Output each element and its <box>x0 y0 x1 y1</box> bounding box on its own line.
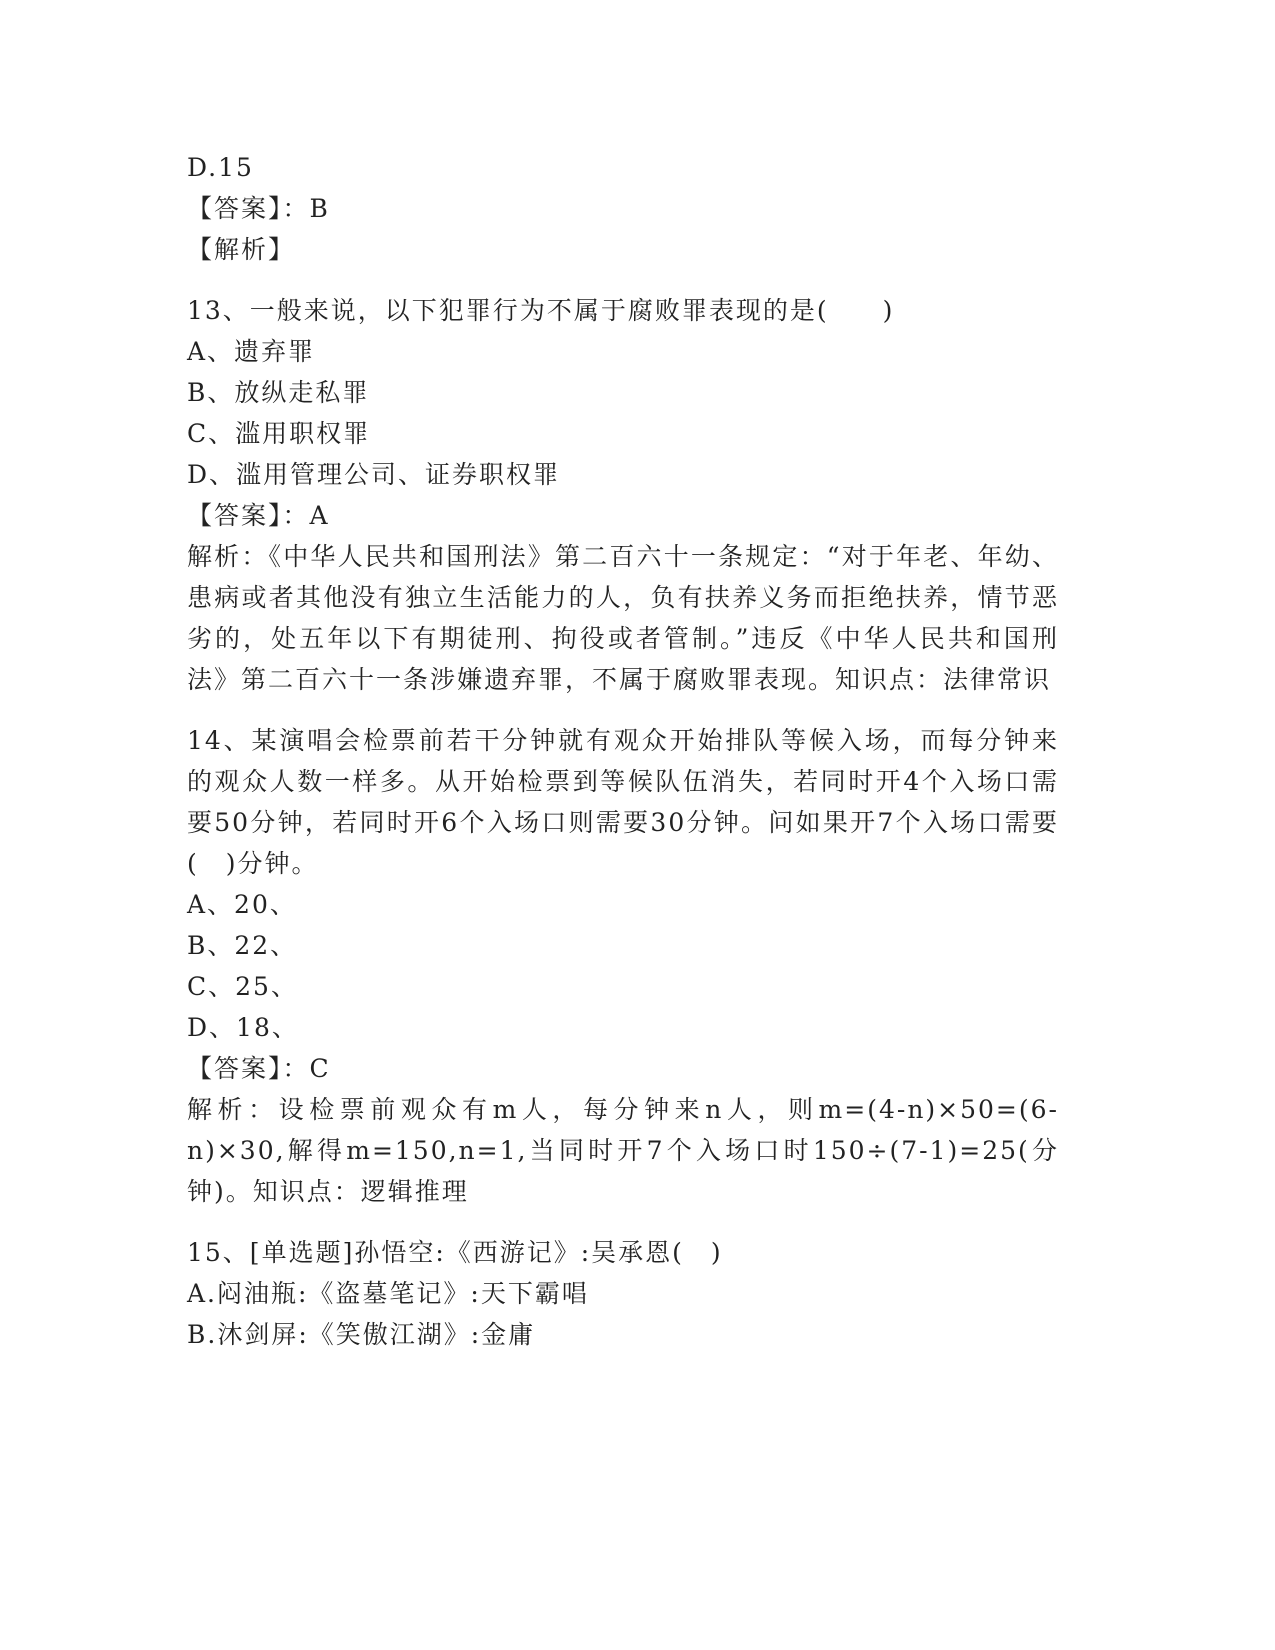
question-15 <box>187 1232 1067 1355</box>
option-d: D、滥用管理公司、证券职权罪 <box>187 460 561 489</box>
question-text: 15、[单选题]孙悟空:《西游记》:吴承恩( ) <box>187 1238 723 1267</box>
option-a: A.闷油瓶:《盗墓笔记》:天下霸唱 <box>187 1279 589 1308</box>
question-13 <box>187 290 1067 700</box>
question-14 <box>187 720 1067 1212</box>
option-b: B、放纵走私罪 <box>187 378 370 407</box>
question-text: 13、一般来说，以下犯罪行为不属于腐败罪表现的是( ) <box>187 296 895 325</box>
answer-line: 【答案】：C <box>187 1054 331 1083</box>
option-b: B、22、 <box>187 931 298 960</box>
option-b: B.沐剑屏:《笑傲江湖》:金庸 <box>187 1320 536 1349</box>
option-c: C、25、 <box>187 972 298 1001</box>
question-text: 14、某演唱会检票前若干分钟就有观众开始排队等候入场，而每分钟来的观众人数一样多。从开始检票到等候队伍消失，若同时开4个入场口需要50分钟，若同时开6个入场口则需要30分钟。问如果开7个入场口需要( )分钟。 <box>187 726 1059 878</box>
question-12-tail <box>187 147 1067 270</box>
option-d: D、18、 <box>187 1013 299 1042</box>
option-c: C、滥用职权罪 <box>187 419 371 448</box>
answer-line: 【答案】：B <box>187 194 330 223</box>
option-a: A、20、 <box>187 890 297 919</box>
option-a: A、遗弃罪 <box>187 337 316 366</box>
document-page <box>187 147 1067 1355</box>
analysis-text: 解析：设检票前观众有m人，每分钟来n人，则m=(4-n)×50=(6-n)×30,解得m=150,n=1,当同时开7个入场口时150÷(7-1)=25(分钟)。知识点：逻辑推理 <box>187 1095 1059 1206</box>
option-d: D.15 <box>187 153 254 182</box>
answer-line: 【答案】：A <box>187 501 330 530</box>
analysis-text: 解析：《中华人民共和国刑法》第二百六十一条规定：“对于年老、年幼、患病或者其他没有独立生活能力的人，负有扶养义务而拒绝扶养，情节恶劣的，处五年以下有期徒刑、拘役或者管制。”违反《中华人民共和国刑法》第二百六十一条涉嫌遗弃罪，不属于腐败罪表现。知识点：法律常识 <box>187 542 1059 694</box>
analysis-label: 【解析】 <box>187 235 296 264</box>
